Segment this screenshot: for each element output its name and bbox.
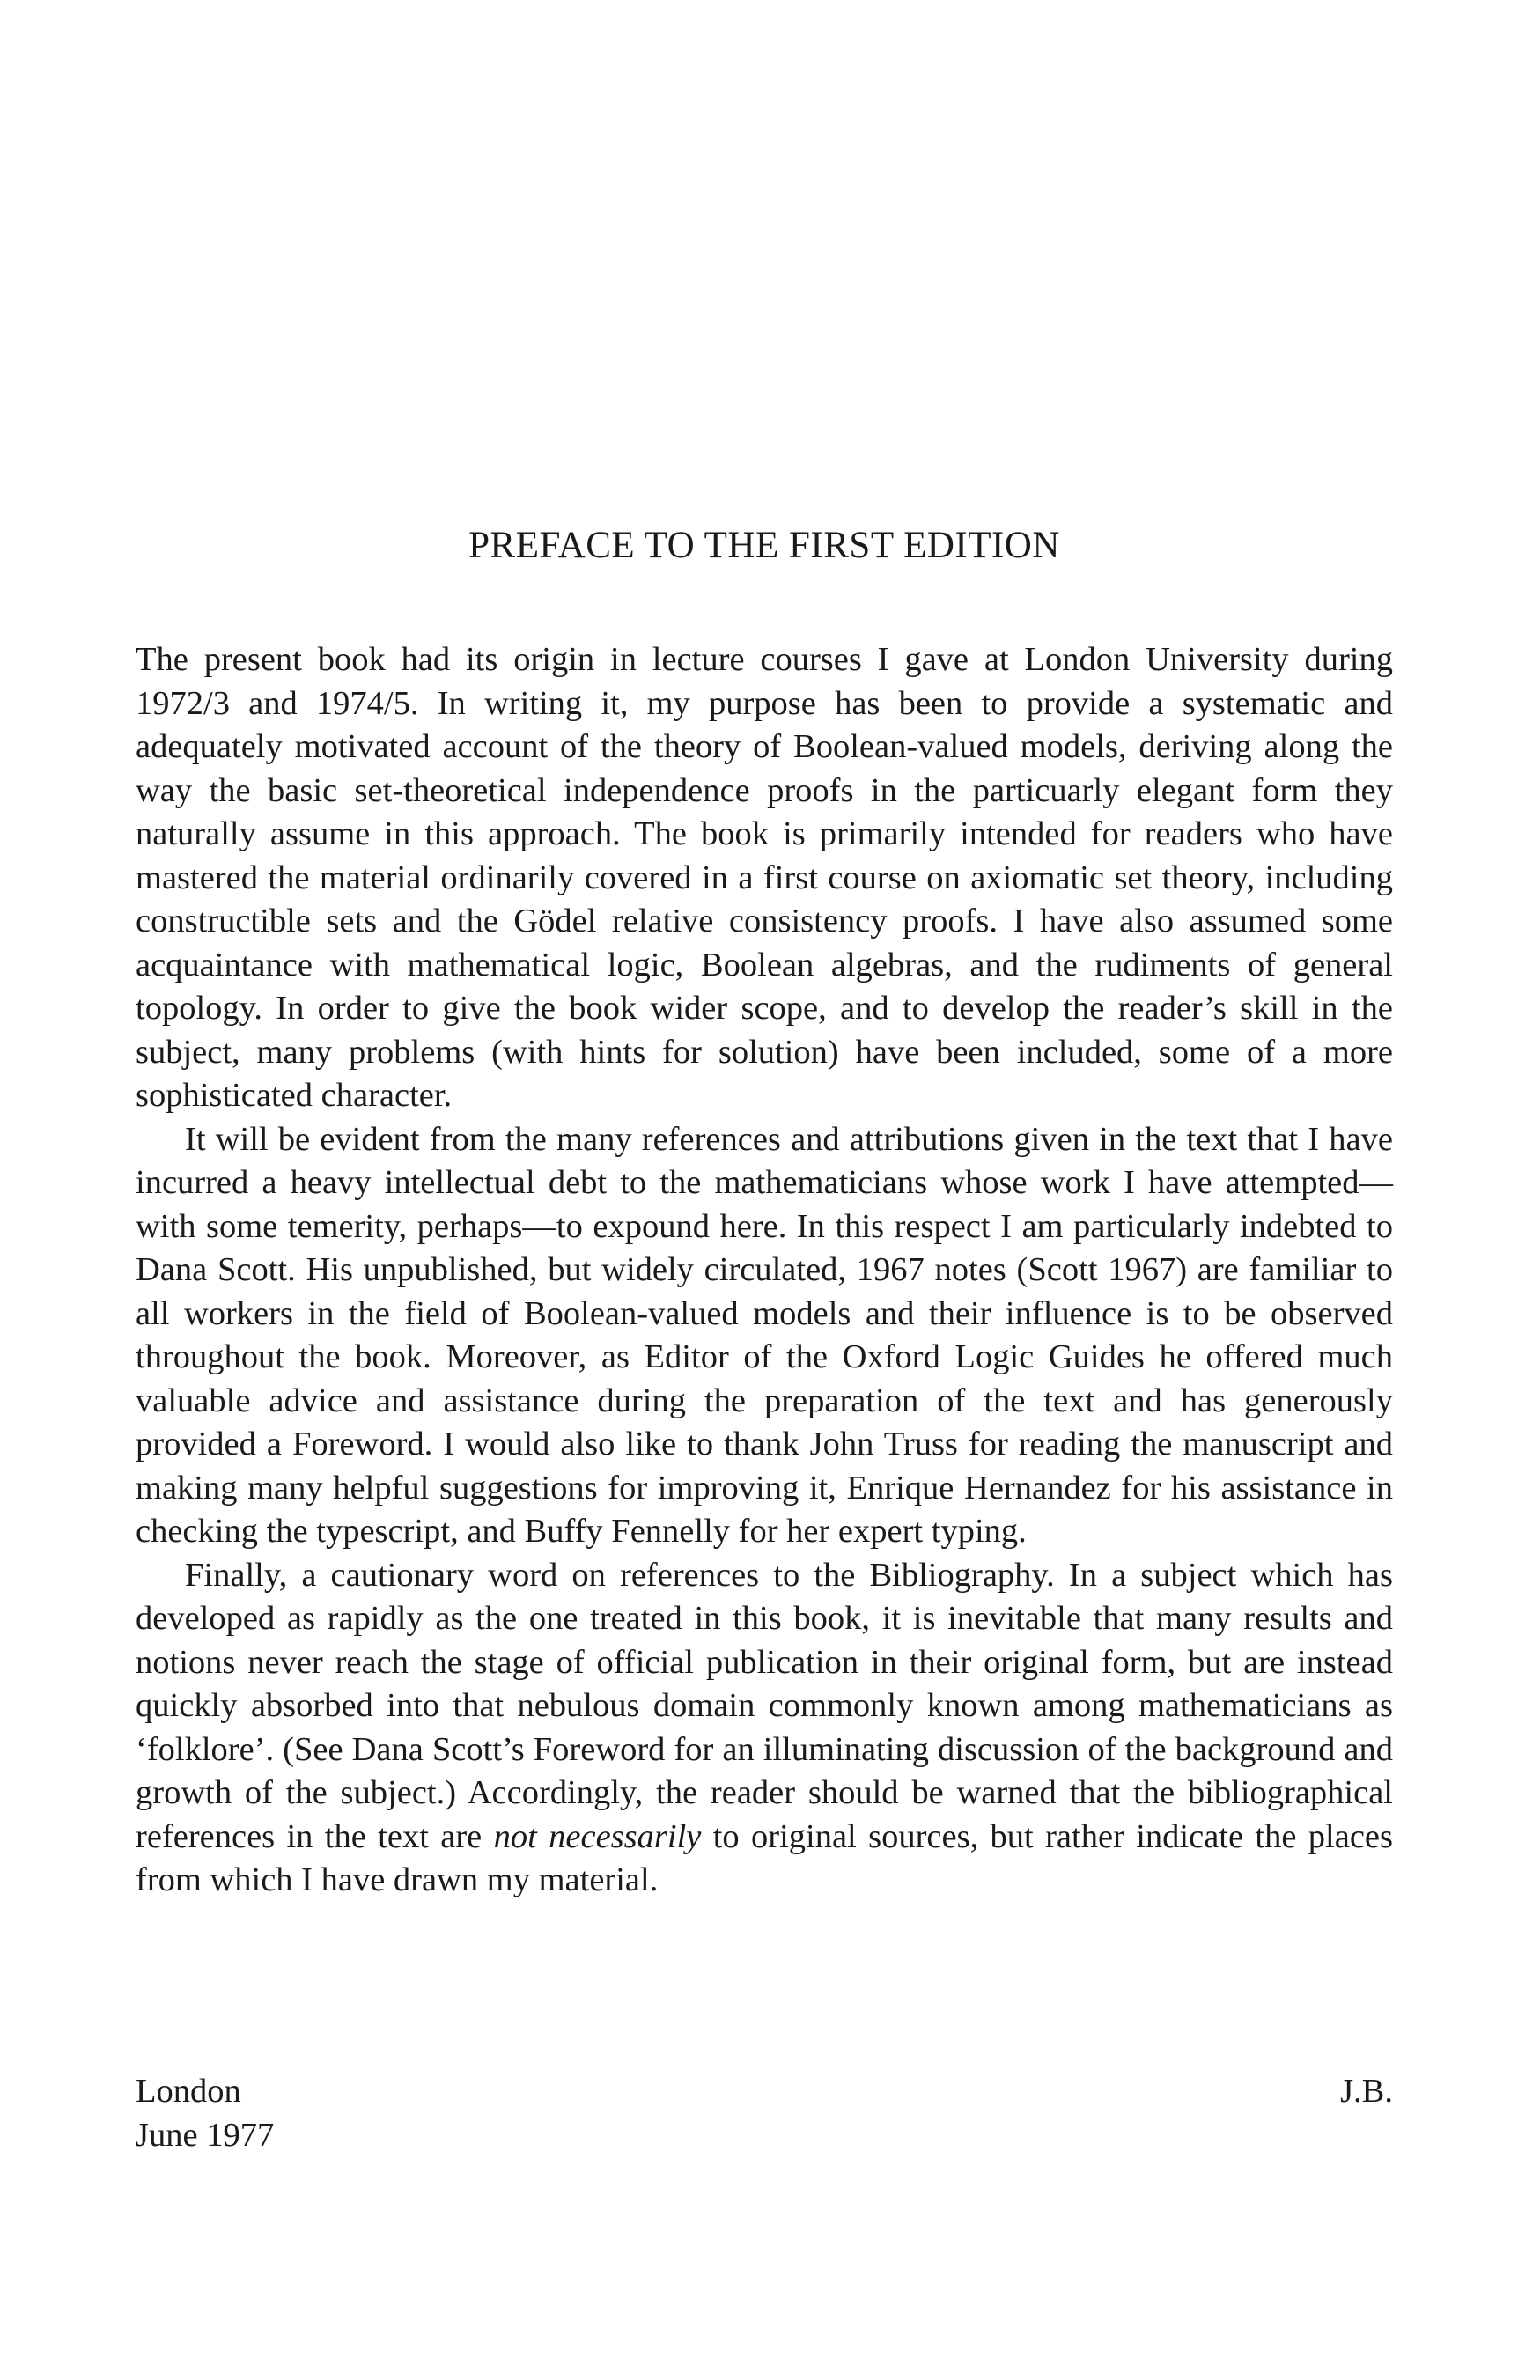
author-initials: J.B. — [1340, 2073, 1393, 2110]
signoff-date: June 1977 — [136, 2117, 275, 2154]
page-title: PREFACE TO THE FIRST EDITION — [468, 525, 1060, 566]
paragraph-3-text-end: to original sources, but rather indicate the places from which I have drawn my material. — [136, 1817, 1393, 1898]
preface-body — [136, 638, 1393, 1903]
paragraph-3-emphasis: not necessarily — [493, 1817, 702, 1855]
paragraph-2: It will be evident from the many references and attributions given in the text that I have incurred a heavy intellectual debt to the mathematicians whose work I have attempted—with some temerity, perhaps—to expound here. In this respect I am particularly indebted to Dana Scott. His unpublished, but widely circulated, 1967 notes (Scott 1967) are familiar to all workers in the field of Boolean-valued models and their influence is to be observed throughout the book. Moreover, as Editor of the Oxford Logic Guides he offered much valuable advice and assistance during the preparation of the text and has generously provided a Foreword. I would also like to thank John Truss for reading the manuscript and making many helpful suggestions for improving it, Enrique Hernandez for his assistance in checking the typescript, and Buffy Fennelly for her expert typing. — [136, 1120, 1393, 1550]
paragraph-3 — [136, 1554, 1393, 1903]
signoff-place: London — [136, 2073, 241, 2110]
paragraph-1: The present book had its origin in lecture courses I gave at London University during 1972/3 and 1974/5. In writing it, my purpose has been to provide a systematic and adequately motivated account of the theory of Boolean-valued models, deriving along the way the basic set-theoretical independence proofs in the particuarly elegant form they naturally assume in this approach. The book is primarily intended for readers who have mastered the material ordinarily covered in a first course on axiomatic set theory, including constructible sets and the Gödel relative consistency proofs. I have also assumed some acquaintance with mathematical logic, Boolean algebras, and the rudiments of general topology. In order to give the book wider scope, and to develop the reader’s skill in the subject, many problems (with hints for solution) have been included, some of a more sophisticated character. — [136, 641, 1393, 1114]
paragraph-3-text-start: Finally, a cautionary word on references to the Bibliography. In a subject which has developed as rapidly as the one treated in this book, it is inevitable that many results and notions never reach the stage of official publication in their original form, but are instead quickly absorbed into that nebulous domain commonly known among mathematicians as ‘folklore’. (See Dana Scott’s Foreword for an illuminating discussion of the background and growth of the subject.) Accordingly, the reader should be warned that the bibliographical references in the text are — [136, 1556, 1393, 1855]
